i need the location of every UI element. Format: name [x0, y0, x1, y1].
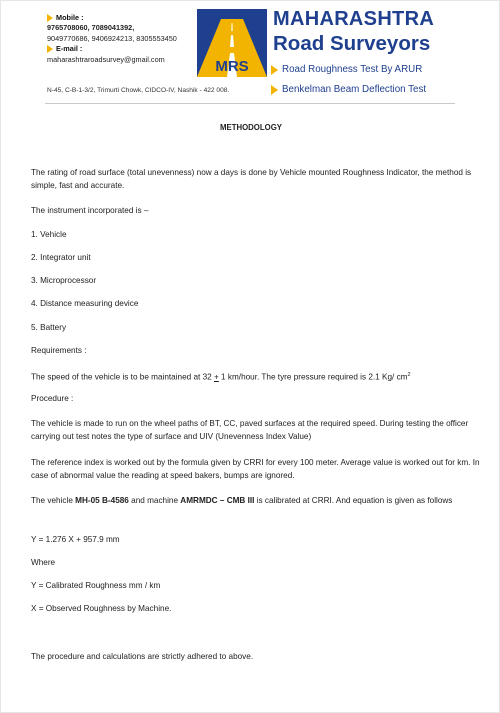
- logo-text: MRS: [215, 58, 249, 75]
- brand-title-line1: MAHARASHTRA: [273, 8, 435, 30]
- equation: Y = 1.276 X + 957.9 mm: [31, 535, 120, 544]
- bullet-arrow-icon: [47, 14, 53, 22]
- tagline-2: [271, 84, 426, 95]
- arrow-icon: [271, 65, 278, 75]
- list-item: 1. Vehicle: [31, 230, 67, 239]
- contact-block: [47, 13, 217, 65]
- speed-text-2: 1 km/hour. The tyre pressure required is 2.1 Kg/ cm: [218, 372, 408, 382]
- brand-title-line2: Road Surveyors: [273, 32, 431, 55]
- list-item: 2. Integrator unit: [31, 253, 91, 262]
- requirements-label: Requirements :: [31, 346, 87, 355]
- mobile-numbers-2: 9049770686, 9406924213, 8305553450: [47, 33, 177, 43]
- reference-paragraph: The reference index is worked out by the formula given by CRRI for every 100 meter. Average value is worked out for km. In case of abnormal value the reading at speed bakers, bumps are ignored.: [31, 458, 480, 480]
- list-item: 5. Battery: [31, 323, 67, 332]
- email-label-row: [47, 44, 217, 54]
- procedure-label: Procedure :: [31, 394, 74, 403]
- mrs-road-logo-icon: [197, 9, 267, 77]
- speed-paragraph: [31, 369, 483, 384]
- plus-minus-sign: +: [213, 372, 219, 382]
- tagline-2-text: Benkelman Beam Deflection Test: [282, 84, 427, 95]
- vehicle-text-3: is calibrated at CRRI. And equation is given as follows: [254, 496, 453, 505]
- email-label: E-mail :: [56, 44, 83, 54]
- vehicle-text-1: The vehicle: [31, 496, 76, 505]
- tagline-1-text: Road Roughness Test By ARUR: [282, 64, 423, 75]
- mobile-label-row: [47, 13, 217, 23]
- closing-paragraph: The procedure and calculations are strictly adhered to above.: [31, 652, 254, 661]
- bullet-arrow-icon: [47, 45, 53, 53]
- email-value: maharashtraroadsurvey@gmail.com: [47, 54, 165, 64]
- superscript: 2: [407, 372, 411, 378]
- procedure-paragraph: The vehicle is made to run on the wheel paths of BT, CC, paved surfaces at the required speed. During testing the officer carrying out test notes the type of surface and UIV (Unevenness Index Value): [31, 419, 469, 441]
- list-item: 3. Microprocessor: [31, 276, 97, 285]
- address: N-45, C-B-1-3/2, Trimurti Chowk, CIDCO-IV, Nashik - 422 008.: [47, 87, 230, 94]
- speed-text-1: The speed of the vehicle is to be maintained at 32: [31, 372, 214, 382]
- tagline-1: [271, 64, 422, 75]
- page-title: METHODOLOGY: [220, 123, 282, 132]
- definition-y: Y = Calibrated Roughness mm / km: [31, 581, 161, 590]
- list-item: 4. Distance measuring device: [31, 299, 139, 308]
- intro-paragraph: The rating of road surface (total unevenness) now a days is done by Vehicle mounted Roughness Indicator, the method is simple, fast and accurate.: [31, 168, 472, 190]
- where-label: Where: [31, 558, 56, 567]
- definition-x: X = Observed Roughness by Machine.: [31, 604, 172, 613]
- mobile-label: Mobile :: [56, 13, 84, 22]
- instrument-heading: The instrument incorporated is –: [31, 206, 149, 215]
- arrow-icon: [271, 85, 278, 95]
- vehicle-paragraph: [31, 495, 483, 508]
- machine-name: AMRMDC – CMB III: [180, 496, 255, 505]
- vehicle-number: MH-05 B-4586: [75, 496, 129, 505]
- vehicle-text-2: and machine: [128, 496, 181, 505]
- header-divider: [45, 103, 455, 104]
- mobile-numbers-1: 9765708060, 7089041392,: [47, 23, 135, 33]
